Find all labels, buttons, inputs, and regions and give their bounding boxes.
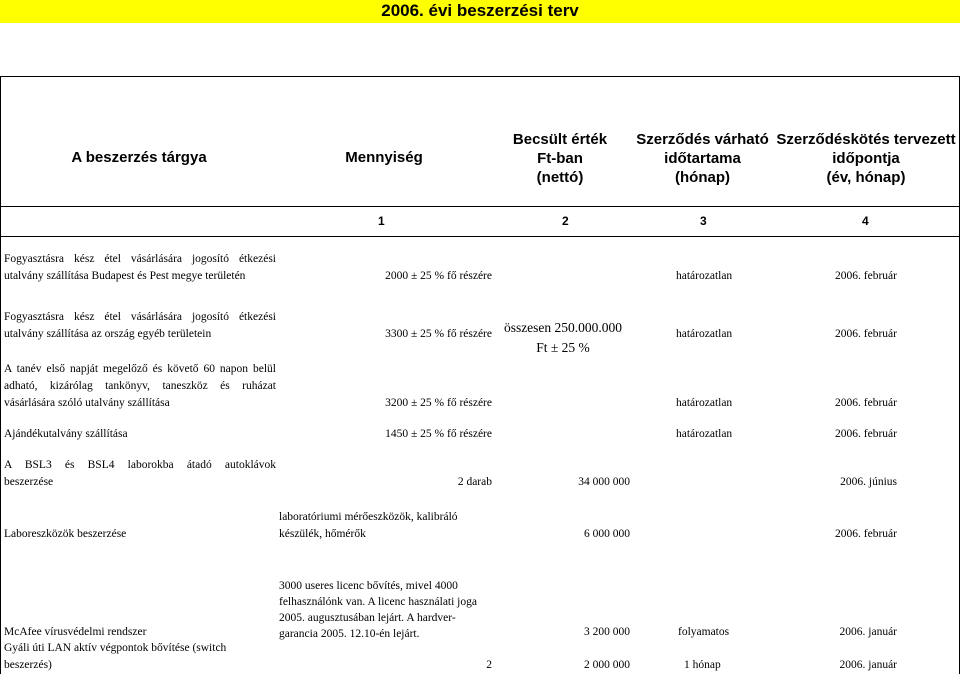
table-row-4-date: 2006. február — [835, 428, 897, 440]
table-row-5-subject: A BSL3 és BSL4 laborokba átadó autoklávok beszerzése — [4, 459, 276, 488]
table-row-7-duration: folyamatos — [678, 626, 730, 638]
table-row-4-duration: határozatlan — [676, 428, 733, 440]
column-number-2: 2 — [562, 214, 569, 228]
table-row-1-duration: határozatlan — [676, 270, 733, 282]
table-row-3-duration: határozatlan — [676, 397, 733, 409]
header-bottom-rule — [0, 206, 960, 207]
table-row-5-quantity: 2 darab — [457, 476, 492, 488]
table-row-6-subject: Laboreszközök beszerzése — [4, 528, 127, 540]
table-row-2-quantity: 3300 ± 25 % fő részére — [385, 328, 492, 340]
table-row-7-subject: McAfee vírusvédelmi rendszer — [4, 626, 147, 638]
column-number-1: 1 — [378, 214, 385, 228]
header-top-rule — [0, 76, 960, 77]
table-row-5-date: 2006. június — [840, 476, 897, 488]
table-row-6-value: 6 000 000 — [584, 528, 630, 540]
table-row-8-value: 2 000 000 — [584, 659, 630, 671]
table-row-3-quantity: 3200 ± 25 % fő részére — [385, 397, 492, 409]
table-row-1-subject: Fogyasztásra kész étel vásárlására jogosító étkezési utalvány szállítása Budapest és Pest megye területén — [4, 253, 276, 282]
table-row-7-value: 3 200 000 — [584, 626, 630, 638]
merged-value: összesen 250.000.000 Ft ± 25 % — [503, 320, 623, 355]
header-duration: Szerződés várható időtartama (hónap) — [636, 131, 769, 186]
page-title: 2006. évi beszerzési terv — [0, 0, 960, 23]
table-row-3-subject: A tanév első napját megelőző és követő 60 napon belül adható, kizárólag tankönyv, taneszköz és ruházat vásárlására szóló utalvány szállítása — [4, 363, 276, 409]
table-row-5-value: 34 000 000 — [578, 476, 630, 488]
table-row-8-quantity: 2 — [486, 659, 492, 671]
table-row-2-date: 2006. február — [835, 328, 897, 340]
header-value: Becsült érték Ft-ban (nettó) — [512, 131, 608, 186]
table-row-4-subject: Ajándékutalvány szállítása — [4, 428, 128, 440]
column-number-4: 4 — [862, 214, 869, 228]
header-subject: A beszerzés tárgya — [71, 149, 207, 166]
table-row-3-date: 2006. február — [835, 397, 897, 409]
table-row-8-date: 2006. január — [839, 659, 897, 671]
table-row-6-date: 2006. február — [835, 528, 897, 540]
table-row-6-quantity: laboratóriumi mérőeszközök, kalibráló készülék, hőmérők — [279, 511, 458, 540]
numbers-bottom-rule — [0, 236, 960, 237]
header-quantity: Mennyiség — [345, 149, 423, 166]
table-row-2-duration: határozatlan — [676, 328, 733, 340]
table-row-1-quantity: 2000 ± 25 % fő részére — [385, 270, 492, 282]
column-number-3: 3 — [700, 214, 707, 228]
table-row-2-subject: Fogyasztásra kész étel vásárlására jogosító étkezési utalvány szállítása az ország egyéb területein — [4, 311, 276, 340]
table-row-8-duration: 1 hónap — [684, 659, 721, 671]
table-row-7-quantity: 3000 useres licenc bővítés, mivel 4000 felhasználónk van. A licenc használati joga 2005. augusztusában lejárt. A hardver- garancia 2005. 12.10-én lejárt. — [279, 580, 477, 640]
table-row-4-quantity: 1450 ± 25 % fő részére — [385, 428, 492, 440]
header-date: Szerződéskötés tervezett időpontja (év, hónap) — [776, 131, 956, 186]
table-row-8-subject: Gyáli úti LAN aktív végpontok bővítése (switch beszerzés) — [4, 642, 227, 671]
table-row-7-date: 2006. január — [839, 626, 897, 638]
table-row-1-date: 2006. február — [835, 270, 897, 282]
